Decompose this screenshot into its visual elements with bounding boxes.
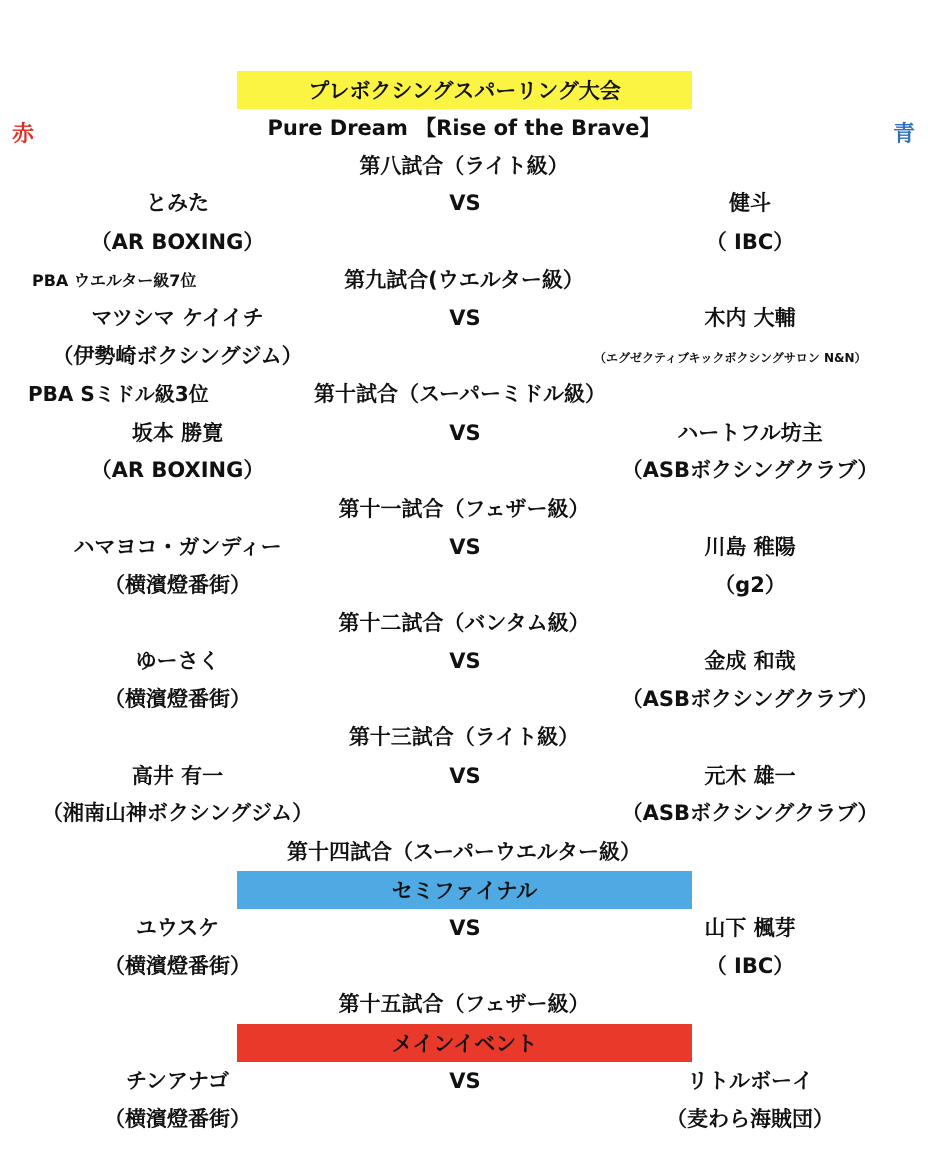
event-subtitle: Pure Dream 【Rise of the Brave】 xyxy=(267,116,661,140)
blue-fighter-name: 山下 楓芽 xyxy=(704,916,796,940)
vs-label: VS xyxy=(449,306,481,330)
blue-fighter-name: 元木 雄一 xyxy=(704,764,796,788)
blue-fighter-gym: （ IBC） xyxy=(705,954,795,978)
bout-title: 第九試合(ウエルター級） xyxy=(344,268,584,292)
blue-corner-label: 青 xyxy=(893,122,916,147)
red-corner-label: 赤 xyxy=(12,122,35,147)
blue-fighter-name: リトルボーイ xyxy=(687,1069,813,1093)
blue-fighter-gym: （麦わら海賊団） xyxy=(666,1107,834,1131)
main-event-banner: メインイベント xyxy=(237,1024,692,1062)
bout-title: 第十四試合（スーパーウエルター級） xyxy=(286,840,642,864)
blue-fighter-gym: （ASBボクシングクラブ） xyxy=(621,458,879,482)
red-fighter-name: マツシマ ケイイチ xyxy=(91,306,264,330)
bout-title: 第八試合（ライト級） xyxy=(359,154,569,178)
vs-label: VS xyxy=(449,649,481,673)
vs-label: VS xyxy=(449,916,481,940)
vs-label: VS xyxy=(449,191,481,215)
blue-fighter-name: 木内 大輔 xyxy=(704,306,796,330)
red-fighter-name: 高井 有一 xyxy=(131,764,224,788)
red-fighter-gym: （AR BOXING） xyxy=(90,458,265,482)
blue-fighter-gym: （ASBボクシングクラブ） xyxy=(621,801,879,825)
bout-title: 第十二試合（バンタム級） xyxy=(338,611,590,635)
red-fighter-name: チンアナゴ xyxy=(125,1069,230,1093)
red-fighter-name: ゆーさく xyxy=(135,649,220,673)
red-fighter-gym: （AR BOXING） xyxy=(90,230,265,254)
red-fighter-ranking: PBA Sミドル級3位 xyxy=(28,382,209,406)
vs-label: VS xyxy=(449,1069,481,1093)
red-fighter-gym: （横濱燈番街） xyxy=(104,954,251,978)
blue-fighter-name: 川島 稚陽 xyxy=(704,535,796,559)
event-banner: プレボクシングスパーリング大会 xyxy=(237,71,692,109)
bout-title: 第十試合（スーパーミドル級） xyxy=(314,382,606,406)
vs-label: VS xyxy=(449,421,481,445)
red-fighter-gym: （横濱燈番街） xyxy=(104,1107,251,1131)
vs-label: VS xyxy=(449,535,481,559)
blue-fighter-name: 金成 和哉 xyxy=(704,649,796,673)
red-fighter-gym: （湘南山神ボクシングジム） xyxy=(41,801,314,825)
red-fighter-name: ユウスケ xyxy=(135,916,220,940)
red-fighter-ranking: PBA ウエルター級7位 xyxy=(32,271,197,290)
semifinal-banner: セミファイナル xyxy=(237,871,692,909)
blue-fighter-name: ハートフル坊主 xyxy=(677,421,823,445)
blue-fighter-gym: （ASBボクシングクラブ） xyxy=(621,687,879,711)
blue-fighter-gym: （ IBC） xyxy=(705,230,795,254)
bout-title: 第十一試合（フェザー級） xyxy=(338,497,590,521)
red-fighter-gym: （伊勢崎ボクシングジム） xyxy=(52,344,303,368)
red-fighter-name: とみた xyxy=(146,191,209,215)
red-fighter-name: 坂本 勝寛 xyxy=(131,421,224,445)
red-fighter-gym: （横濱燈番街） xyxy=(104,573,251,597)
blue-fighter-gym: （エグゼクティブキックボクシングサロン N&N） xyxy=(594,351,867,365)
red-fighter-gym: （横濱燈番街） xyxy=(104,687,251,711)
red-fighter-name: ハマヨコ・ガンディー xyxy=(73,535,282,559)
bout-title: 第十三試合（ライト級） xyxy=(348,725,580,749)
blue-fighter-gym: （g2） xyxy=(714,573,786,597)
bout-title: 第十五試合（フェザー級） xyxy=(338,992,590,1016)
vs-label: VS xyxy=(449,764,481,788)
blue-fighter-name: 健斗 xyxy=(729,191,771,215)
